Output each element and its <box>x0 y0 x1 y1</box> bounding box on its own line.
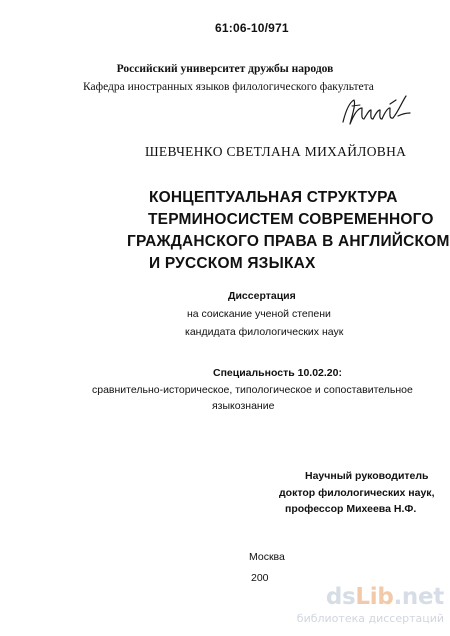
department-name: Кафедра иностранных языков филологического факультета <box>83 81 374 93</box>
watermark-logo-part-net: .net <box>393 584 444 610</box>
supervisor-name: профессор Михеева Н.Ф. <box>285 503 417 515</box>
watermark-logo-part-lib: Lib <box>355 584 394 610</box>
title-line-1: КОНЦЕПТУАЛЬНАЯ СТРУКТУРА <box>149 189 398 206</box>
title-line-2: ТЕРМИНОСИСТЕМ СОВРЕМЕННОГО <box>148 211 434 228</box>
handwritten-signature <box>340 92 412 132</box>
watermark-caption: библиотека диссертаций <box>296 612 444 625</box>
city: Москва <box>249 551 285 563</box>
degree-line-2: кандидата филологических наук <box>185 326 344 338</box>
watermark-logo-part-ds: ds <box>325 584 356 610</box>
title-line-3: ГРАЖДАНСКОГО ПРАВА В АНГЛИЙСКОМ <box>127 233 450 250</box>
watermark-logo <box>326 584 444 610</box>
degree-line-1: на соискание ученой степени <box>187 308 331 320</box>
year: 200 <box>251 572 269 584</box>
supervisor-role: Научный руководитель <box>305 470 429 482</box>
author-name: ШЕВЧЕНКО СВЕТЛАНА МИХАЙЛОВНА <box>145 144 407 159</box>
specialty-code: Специальность 10.02.20: <box>213 367 342 379</box>
university-name: Российский университет дружбы народов <box>116 63 334 75</box>
specialty-field-line-1: сравнительно-историческое, типологическое и сопоставительное <box>92 384 413 396</box>
catalog-number: 61:06-10/971 <box>215 21 289 35</box>
watermark <box>296 584 444 628</box>
supervisor-degree: доктор филологических наук, <box>279 487 435 499</box>
specialty-field-line-2: языкознание <box>212 400 275 412</box>
title-line-4: И РУССКОМ ЯЗЫКАХ <box>149 255 316 272</box>
document-type: Диссертация <box>228 290 296 302</box>
